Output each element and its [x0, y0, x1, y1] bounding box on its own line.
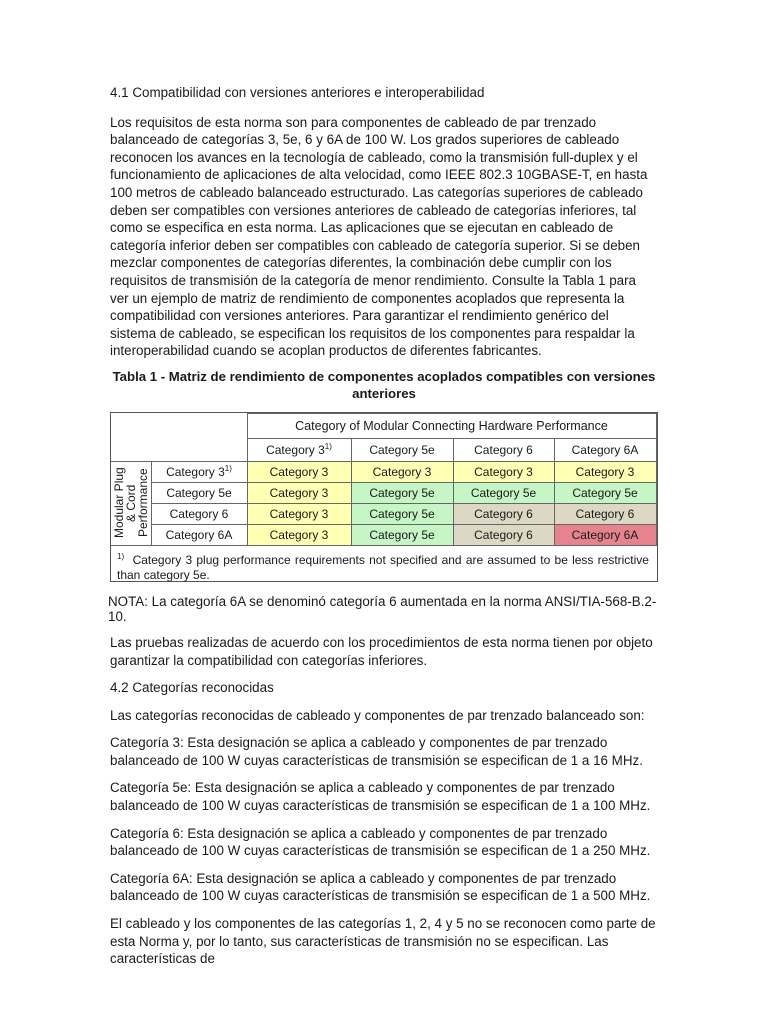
matrix-cell: Category 5e — [351, 482, 453, 503]
matrix-cell: Category 6 — [453, 524, 554, 545]
footnote-mark: 1) — [117, 551, 125, 561]
document-page — [110, 84, 658, 968]
matrix-cell: Category 6 — [554, 503, 656, 524]
category-6a-item: Categoría 6A: Esta designación se aplica a cableado y componentes de par trenzado balanceado de 100 W cuyas características de transmisión se especifican de 1 a 500 MHz. — [110, 870, 651, 904]
row-header-note: 1) — [224, 464, 232, 474]
col-header-cat3 — [247, 438, 351, 461]
matrix-cell: Category 6 — [453, 503, 554, 524]
row-group-header — [111, 461, 151, 545]
pruebas-paragraph: Las pruebas realizadas de acuerdo con los procedimientos de esta norma tienen por objeto garantizar la compatibilidad con categorías inferiores. — [110, 634, 653, 668]
matrix-cell: Category 5e — [351, 524, 453, 545]
row-header-cat3-label: Category 3 — [166, 465, 225, 480]
section-4-1-heading: 4.1 Compatibilidad con versiones anteriores e interoperabilidad — [110, 85, 485, 100]
matrix-cell: Category 3 — [247, 524, 351, 545]
col-header-note: 1) — [324, 442, 332, 452]
matrix-cell: Category 3 — [351, 461, 453, 482]
row-header-cat6: Category 6 — [151, 503, 247, 524]
row-group-label: Modular Plug & Cord Performance — [111, 468, 150, 539]
table-1-caption: Tabla 1 - Matriz de rendimiento de componentes acoplados compatibles con versiones anteriores — [112, 368, 656, 401]
matrix-cell: Category 5e — [554, 482, 656, 503]
footnote-text: Category 3 plug performance requirements not specified and are assumed to be less restrictive than category 5e. — [117, 552, 649, 582]
row-header-cat5e: Category 5e — [151, 482, 247, 503]
row-header-cat3 — [151, 461, 247, 482]
matrix-cell: Category 6A — [554, 524, 656, 545]
matrix-cell: Category 3 — [247, 461, 351, 482]
category-3-item: Categoría 3: Esta designación se aplica a cableado y componentes de par trenzado balanceado de 100 W cuyas características de transmisión se especifican de 1 a 16 MHz. — [110, 735, 643, 768]
matrix-cell: Category 3 — [453, 461, 554, 482]
section-4-2-heading: 4.2 Categorías reconocidas — [110, 680, 274, 696]
column-group-header: Category of Modular Connecting Hardware Performance — [247, 413, 656, 438]
section-4-1-paragraph: Los requisitos de esta norma son para componentes de cableado de par trenzado balanceado de categorías 3, 5e, 6 y 6A de 100 W. Los grados superiores de cableado reconocen los avances en la tecnología de cableado, como la transmisión full-duplex y el funcionamiento de aplicaciones de alta velocidad, como IEEE 802.3 10GBASE-T, en hasta 100 metros de cableado balanceado estructurado. Las categorías superiores de cableado deben ser compatibles con versiones anteriores de cableado de categorías inferiores, tal como se especifica en esta norma. Las aplicaciones que se ejecutan en cableado de categoría inferior deben ser compatibles con cableado de categoría superior. Si se deben mezclar componentes de categorías diferentes, la combinación debe cumplir con los requisitos de transmisión de la categoría de menor rendimiento. Consulte la Tabla 1 para ver un ejemplo de matriz de rendimiento de componentes acoplados que representa la compatibilidad con versiones anteriores. Para garantizar el rendimiento genérico del sistema de cableado, se especifican los requisitos de los componentes para respaldar la interoperabilidad cuando se acoplan productos de diferentes fabricantes. — [110, 114, 648, 359]
matrix-cell: Category 5e — [453, 482, 554, 503]
matrix-cell: Category 3 — [247, 482, 351, 503]
section-4-2-intro: Las categorías reconocidas de cableado y componentes de par trenzado balanceado son: — [110, 707, 645, 723]
category-5e-item: Categoría 5e: Esta designación se aplica a cableado y componentes de par trenzado balanceado de 100 W cuyas características de transmisión se especifican de 1 a 100 MHz. — [110, 780, 651, 814]
col-header-cat5e: Category 5e — [351, 438, 453, 461]
matrix-cell: Category 3 — [247, 503, 351, 524]
empty-corner-cell — [111, 413, 247, 461]
table-footnote — [111, 545, 655, 583]
col-header-cat3-label: Category 3 — [266, 443, 325, 458]
category-6-item: Categoría 6: Esta designación se aplica a cableado y componentes de par trenzado balanceado de 100 W cuyas características de transmisión se especifican de 1 a 250 MHz. — [110, 825, 651, 859]
row-header-cat6a: Category 6A — [151, 524, 247, 545]
compatibility-matrix-table — [110, 412, 658, 582]
col-header-cat6a: Category 6A — [554, 438, 656, 461]
matrix-cell: Category 5e — [351, 503, 453, 524]
closing-paragraph: El cableado y los componentes de las categorías 1, 2, 4 y 5 no se reconocen como parte de esta Norma y, por lo tanto, sus características de transmisión no se especifican. Las características de — [110, 916, 656, 967]
matrix-grid — [111, 413, 657, 546]
nota-text: NOTA: La categoría 6A se denominó categoría 6 aumentada en la norma ANSI/TIA-568-B.2-10. — [108, 593, 657, 624]
matrix-cell: Category 3 — [554, 461, 656, 482]
col-header-cat6: Category 6 — [453, 438, 554, 461]
